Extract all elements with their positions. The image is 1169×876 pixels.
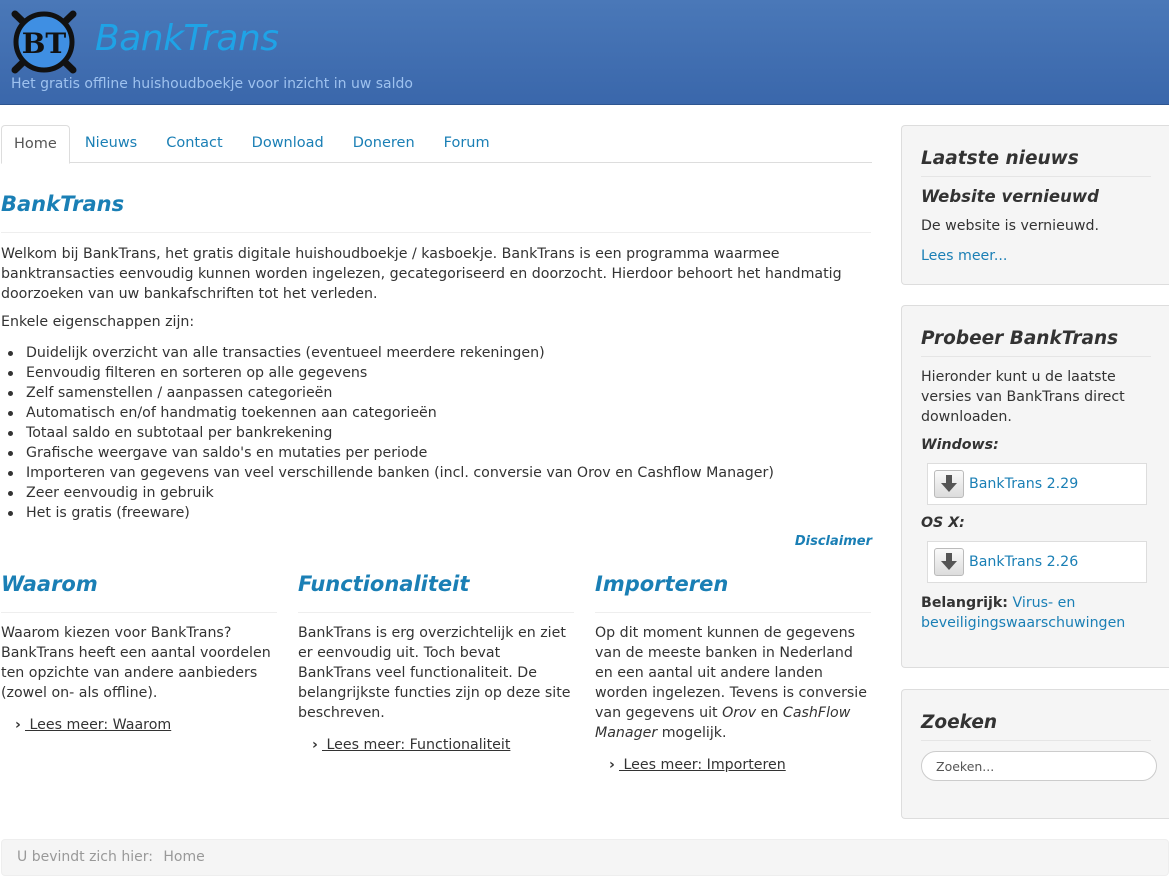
features-lead: Enkele eigenschappen zijn: (1, 314, 195, 330)
column-text: Op dit moment kunnen de gegevens van de meeste banken in Nederland en een aantal uit andere landen worden ingelezen. Tevens is conversie van gegevens uit Orov en CashFlow Manager mogelijk. (595, 625, 867, 741)
breadcrumb (1, 839, 1169, 876)
security-warnings-link[interactable]: Virus- en beveiligingswaarschuwingen (921, 595, 1126, 631)
list-item: Automatisch en/of handmatig toekennen aan categorieën (26, 403, 866, 423)
download-label: BankTrans 2.26 (969, 554, 1079, 570)
download-intro-text: Hieronder kunt u de laatste versies van BankTrans direct downloaden. (921, 369, 1125, 425)
download-arrow-icon (934, 470, 964, 498)
tab-contact[interactable]: Contact (166, 135, 223, 151)
brand-name[interactable]: BankTrans (95, 18, 279, 59)
download-osx-button[interactable] (927, 541, 1147, 583)
windows-label: Windows: (921, 437, 999, 453)
column-functionaliteit (298, 572, 574, 753)
important-notice (921, 593, 1156, 633)
list-item: Grafische weergave van saldo's en mutaties per periode (26, 443, 866, 463)
disclaimer-link[interactable]: Disclaimer (794, 534, 872, 549)
column-text: Waarom kiezen voor BankTrans? BankTrans heeft een aantal voordelen ten opzichte van andere aanbieders (zowel on- als offline). (1, 625, 271, 701)
read-more-label: Lees meer: Importeren (619, 757, 786, 773)
intro-text: Welkom bij BankTrans, het gratis digitale huishoudboekje / kasboekje. BankTrans is een programma waarmee banktransacties eenvoudig kunnen worden ingelezen, gecategoriseerd en doorzocht. Hierdoor behoort het handmatig doorzoeken van uw bankafschriften tot het verleden. (1, 246, 842, 302)
list-item: Totaal saldo en subtotaal per bankrekening (26, 423, 866, 443)
search-input[interactable] (921, 751, 1157, 781)
column-divider (1, 612, 277, 613)
search-panel-title: Zoeken (921, 712, 998, 733)
read-more-waarom-link[interactable] (15, 717, 277, 733)
column-importeren (595, 572, 871, 773)
column-divider (298, 612, 574, 613)
tab-nieuws[interactable]: Nieuws (84, 135, 138, 151)
read-more-label: Lees meer: Waarom (25, 717, 172, 733)
chevron-right-icon: › (609, 757, 615, 773)
chevron-right-icon: › (312, 737, 318, 753)
list-item: Zeer eenvoudig in gebruik (26, 483, 866, 503)
title-divider (1, 232, 871, 233)
list-item: Eenvoudig filteren en sorteren op alle gegevens (26, 363, 866, 383)
download-label: BankTrans 2.29 (969, 476, 1079, 492)
panel-divider (921, 740, 1151, 741)
column-title: Importeren (595, 572, 729, 596)
news-panel-title: Laatste nieuws (921, 148, 1079, 169)
list-item: Zelf samenstellen / aanpassen categorieën (26, 383, 866, 403)
column-waarom (1, 572, 277, 733)
read-more-importeren-link[interactable] (609, 757, 871, 773)
tab-forum[interactable]: Forum (443, 135, 490, 151)
panel-divider (921, 176, 1151, 177)
column-divider (595, 612, 871, 613)
download-windows-button[interactable] (927, 463, 1147, 505)
chevron-right-icon: › (15, 717, 21, 733)
list-item: Het is gratis (freeware) (26, 503, 866, 523)
column-title: Waarom (1, 572, 98, 596)
banktrans-logo[interactable] (9, 8, 79, 76)
column-title: Functionaliteit (298, 572, 470, 596)
list-item: Importeren van gegevens van veel verschillende banken (incl. conversie van Orov en Cashflow Manager) (26, 463, 866, 483)
sidebar-search-panel (901, 689, 1169, 819)
tab-doneren[interactable]: Doneren (352, 135, 415, 151)
list-item: Duidelijk overzicht van alle transacties (eventueel meerdere rekeningen) (26, 343, 866, 363)
read-more-functionaliteit-link[interactable] (312, 737, 574, 753)
site-header (0, 0, 1169, 105)
tab-home[interactable]: Home (1, 125, 70, 164)
news-item-title[interactable]: Website vernieuwd (921, 187, 1099, 206)
features-list (26, 343, 866, 523)
news-item-text: De website is vernieuwd. (921, 218, 1099, 234)
read-more-label: Lees meer: Functionaliteit (322, 737, 511, 753)
sidebar-download-panel (901, 305, 1169, 668)
column-text: BankTrans is erg overzichtelijk en ziet er eenvoudig uit. Toch bevat BankTrans veel functionaliteit. De belangrijkste functies zijn op deze site beschreven. (298, 625, 571, 721)
site-tagline: Het gratis offline huishoudboekje voor inzicht in uw saldo (11, 76, 413, 92)
osx-label: OS X: (921, 515, 965, 531)
main-nav-tabs (1, 125, 872, 163)
svg-text:BT: BT (21, 27, 67, 60)
breadcrumb-home-link[interactable]: Home (163, 849, 205, 865)
important-label: Belangrijk: (921, 595, 1008, 611)
download-arrow-icon (934, 548, 964, 576)
news-read-more-link[interactable]: Lees meer... (921, 248, 1008, 264)
tab-download[interactable]: Download (251, 135, 324, 151)
page-title: BankTrans (1, 192, 125, 216)
breadcrumb-label: U bevindt zich hier: (17, 849, 153, 865)
download-panel-title: Probeer BankTrans (921, 328, 1119, 349)
sidebar-news-panel (901, 125, 1169, 285)
panel-divider (921, 356, 1151, 357)
